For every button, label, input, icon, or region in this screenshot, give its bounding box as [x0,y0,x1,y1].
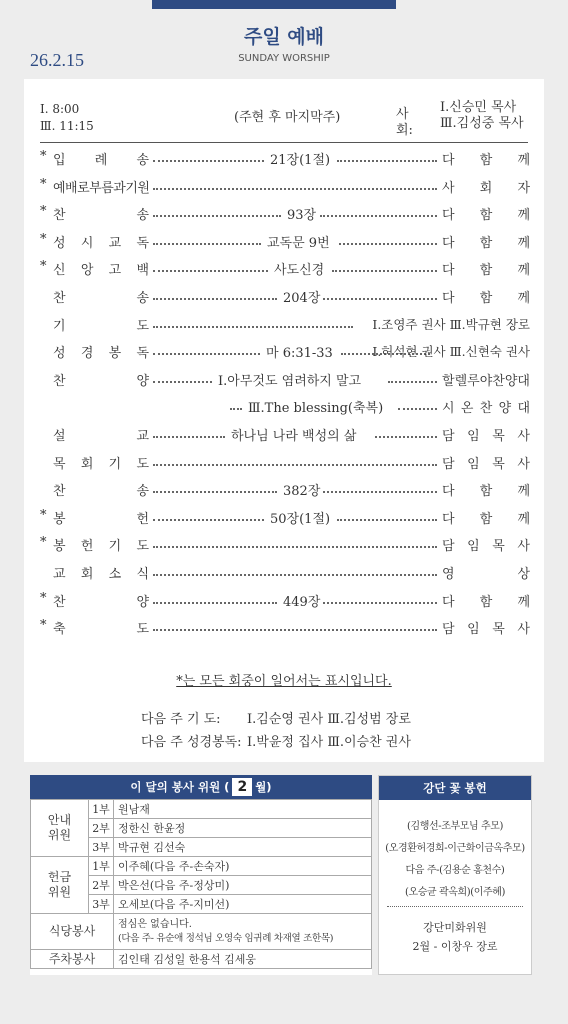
program-item-detail: 449장 [283,595,321,610]
altar-flowers-card [378,775,532,975]
program-item-performer: 다 함 께 [442,236,530,251]
leader-dots [153,602,277,604]
program-item-performer: 담 임 목 사 [442,457,530,472]
program-item-detail: Ⅲ.The blessing(축복) [248,401,384,416]
program-row [40,425,530,445]
program-item-performer: Ⅰ.조영주 권사 Ⅲ.박규현 장로 [372,317,530,332]
program-row [40,508,530,528]
table-row: 2부 정한신 한윤정 [31,819,372,838]
leader-label: 사회: [396,107,413,138]
leader-dots [323,491,437,493]
leader-dots [230,408,242,410]
program-item-name: 봉 헌 기 도 [53,539,149,554]
leader-dots [153,243,261,245]
table-row [31,950,372,969]
kitchen-duty: 점심은 없습니다. (다음 주- 유순애 정석님 오영숙 임귀례 차재열 조한목) [114,914,372,950]
program-row [40,480,530,500]
program-item-name: 신 앙 고 백 [53,263,149,278]
service-time-1: Ⅰ. 8:00 [40,102,80,116]
leader-dots [153,436,225,438]
standing-mark: * [40,232,47,247]
program-item-performer: 담 임 목 사 [442,539,530,554]
duty-header: 이 달의 봉사 위원 ( 2 월) [30,775,372,799]
program-row [40,453,530,473]
program-item-name: 봉 헌 [53,512,149,527]
next-week-reading-value: Ⅰ.박윤정 집사 Ⅲ.이승찬 권사 [247,735,411,750]
leader-dots [323,602,437,604]
next-week-reading [141,731,411,750]
standing-mark: * [40,535,47,550]
program-item-performer: Ⅰ.허석현 권사 Ⅲ.신현숙 권사 [372,344,530,359]
leader-dots [337,160,437,162]
leader-dots [332,270,437,272]
service-times [40,101,94,135]
program-item-name: 설 교 [53,429,149,444]
service-date: 26.2.15 [30,50,84,70]
parking-label: 주차봉사 [31,950,114,969]
standing-mark: * [40,508,47,523]
program-item-name: 찬 송 [53,291,149,306]
leader-dots [153,519,264,521]
program-item-name: 성 시 교 독 [53,236,149,251]
table-row: 3부 오세보(다음 주-지미선) [31,895,372,914]
program-row [40,232,530,252]
ushers-label: 안내 위원 [31,800,89,857]
program-row [40,149,530,169]
leader-dots [153,160,264,162]
program-item-performer: 다 함 께 [442,291,530,306]
program-item-performer: 사 회 자 [442,181,530,196]
program-item-performer: 시 온 찬 양 대 [442,401,530,416]
kitchen-label: 식당봉사 [31,914,114,950]
program-item-performer: 다 함 께 [442,595,530,610]
flower-donors: (김행선-조부모님 추모) (오경환허경희-이근화이금옥추모) 다음 주-(김용순 홍천수) (오승균 곽옥희)(이주혜) [385,821,525,898]
program-item-name: 예배로부름과기원 [53,181,150,196]
program-item-performer: 담 임 목 사 [442,429,530,444]
flowers-divider [387,906,523,907]
program-row [40,177,530,197]
standing-mark: * [40,259,47,274]
program-row [40,591,530,611]
leader-dots [337,519,437,521]
standing-mark: * [40,149,47,164]
leader-dots [339,243,437,245]
leader-dots [153,491,277,493]
next-week-prayer-label: 다음 주 기 도: [141,712,221,727]
standing-mark: * [40,618,47,633]
leader-dots [153,188,437,190]
program-item-name: 성 경 봉 독 [53,346,149,361]
table-row: 안내 위원 1부 원남재 [31,800,372,819]
leader-dots [323,298,437,300]
leader-dots [153,464,437,466]
page-subtitle: SUNDAY WORSHIP [238,53,330,64]
program-item-performer: 다 함 께 [442,153,530,168]
program-item-performer: 다 함 께 [442,484,530,499]
leader-dots [153,546,437,548]
program-item-name: 찬 송 [53,208,149,223]
offering-label: 헌금 위원 [31,857,89,914]
program-item-name: 목 회 기 도 [53,457,149,472]
program-item-detail: 382장 [283,484,321,499]
program-item-performer: 다 함 께 [442,208,530,223]
duty-table [30,799,372,969]
program-item-detail: 하나님 나라 백성의 삶 [231,429,357,444]
program-row [40,618,530,638]
leader-dots [153,629,437,631]
duty-month: 2 [232,778,252,796]
program-item-detail: 93장 [287,208,317,223]
program-item-performer: 할 렐 루 야 찬 양 대 [442,374,530,389]
table-row: 2부 박은선(다음 주-정상미) [31,876,372,895]
program-item-performer: 다 함 께 [442,263,530,278]
table-row [31,914,372,950]
leader-dots [375,436,437,438]
leader-dots [153,381,212,383]
program-item-detail: Ⅰ.아무것도 염려하지 말고 [218,374,362,389]
next-week-prayer-value: Ⅰ.김순영 권사 Ⅲ.김성범 장로 [247,712,411,727]
program-item-detail: 50장(1절) [270,512,331,527]
next-week-prayer [141,708,411,727]
program-item-name: 찬 양 [53,374,149,389]
program-item-detail: 204장 [283,291,321,306]
program-item-performer: 영 상 [442,567,530,582]
program-row [40,259,530,279]
program-item-detail: 사도신경 [274,263,325,278]
flowers-header: 강단 꽃 봉헌 [379,776,531,800]
program-item-detail: 교독문 9번 [267,236,330,251]
program-row [40,342,530,362]
program-item-name: 축 도 [53,622,149,637]
leader-dots [153,298,277,300]
program-row [40,535,530,555]
leader-dots [388,381,437,383]
table-row: 헌금 위원 1부 이주혜(다음 주-손숙자) [31,857,372,876]
leader-dots [153,215,281,217]
standing-mark: * [40,177,47,192]
service-theme: (주현 후 마지막주) [234,110,341,125]
page-title: 주일 예배 [243,26,325,48]
program-item-detail: 마 6:31-33 [266,346,333,361]
program-row [40,315,530,335]
parking-duty: 김인태 김성일 한용석 김세웅 [114,950,372,969]
program-item-name: 기 도 [53,319,149,334]
program-item-performer: 다 함 께 [442,512,530,527]
standing-mark: * [40,204,47,219]
program-row [40,287,530,307]
leader-dots [153,353,260,355]
leader-dots [153,574,437,576]
program-item-name: 교 회 소 식 [53,567,149,582]
flower-committee: 강단미화위원 2월 - 이창우 장로 [412,921,498,953]
program-item-name: 찬 송 [53,484,149,499]
standing-mark: * [40,591,47,606]
program-row [40,370,530,390]
program-item-name: 찬 양 [53,595,149,610]
program-row [40,563,530,583]
standing-note: *는 모든 회중이 일어서는 표시입니다. [176,674,392,689]
leader-1: Ⅰ.신승민 목사 [440,100,517,115]
program-item-performer: 담 임 목 사 [442,622,530,637]
program-row [40,397,530,417]
monthly-duty-card [30,775,372,975]
leader-dots [320,215,437,217]
leader-dots [398,408,437,410]
top-accent-bar [152,0,396,9]
next-week-reading-label: 다음 주 성경봉독: [141,735,242,750]
service-time-3: Ⅲ. 11:15 [40,119,94,133]
program-row [40,204,530,224]
leader-dots [153,270,268,272]
table-row: 3부 박규현 김선숙 [31,838,372,857]
leader-3: Ⅲ.김성중 목사 [440,116,524,131]
program-item-detail: 21장(1절) [270,153,331,168]
divider [40,142,528,143]
leader-dots [153,326,353,328]
program-item-name: 입 례 송 [53,153,149,168]
